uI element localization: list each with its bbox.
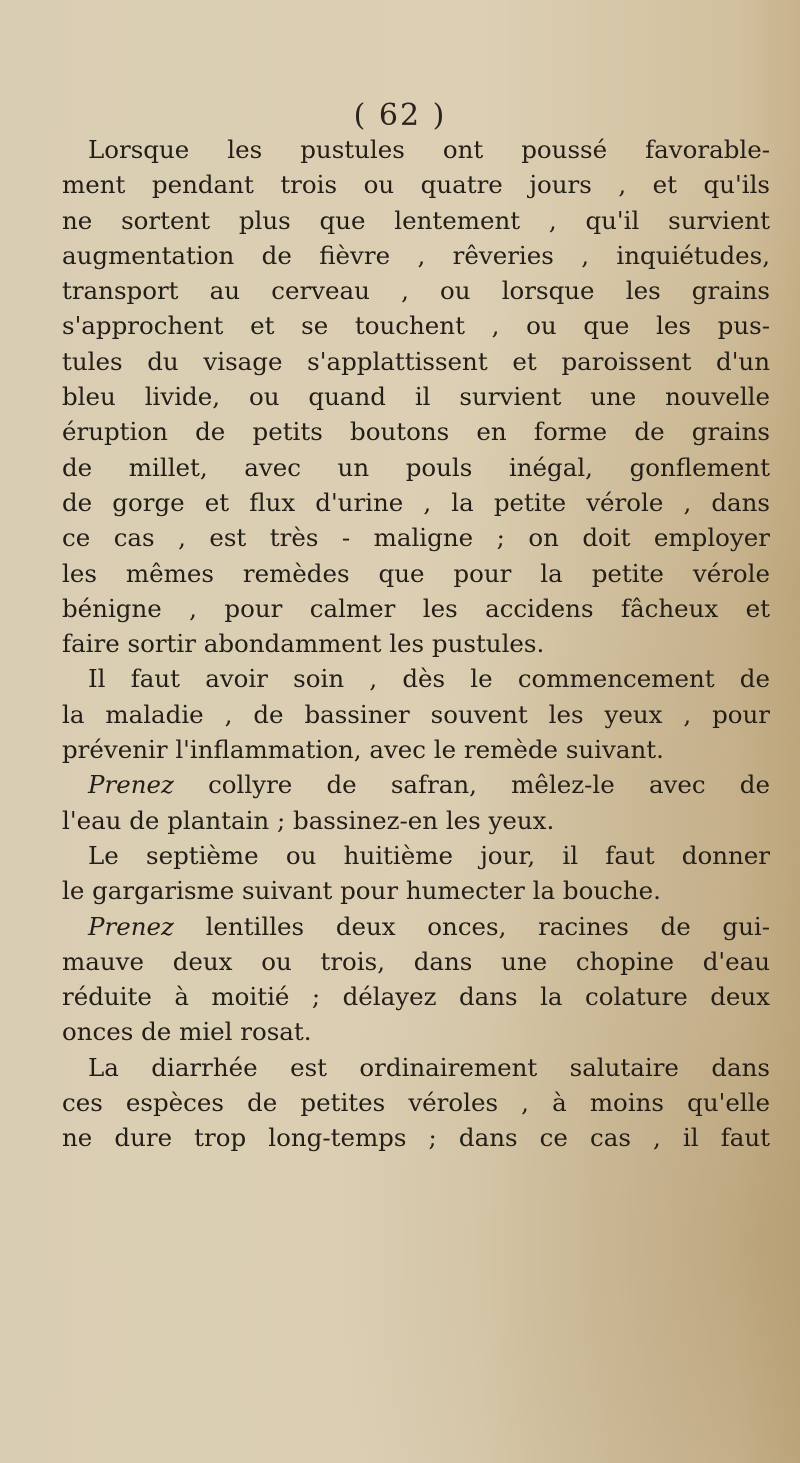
text-line: transport au cerveau , ou lorsque les grains xyxy=(62,276,770,306)
page-text xyxy=(62,132,770,1156)
text-line: les mêmes remèdes que pour la petite vérole xyxy=(62,558,770,588)
text-line: de gorge et flux d'urine , la petite vérole , dans xyxy=(62,487,770,517)
text-line: ne dure trop long-temps ; dans ce cas , il faut xyxy=(62,1123,770,1153)
text-line: ce cas , est très - maligne ; on doit employer xyxy=(62,523,770,553)
paragraph-5-recipe xyxy=(62,909,770,1050)
text-line: La diarrhée est ordinairement salutaire dans xyxy=(88,1052,770,1082)
text-line: tules du visage s'applattissent et paroissent d'un xyxy=(62,346,770,376)
text-line xyxy=(62,909,770,944)
text-line: ne sortent plus que lentement , qu'il survient xyxy=(62,205,770,235)
text-line: l'eau de plantain ; bassinez-en les yeux. xyxy=(62,805,555,835)
paragraph-2 xyxy=(62,661,770,767)
text-line: la maladie , de bassiner souvent les yeux , pour xyxy=(62,699,770,729)
text-line: Il faut avoir soin , dès le commencement de xyxy=(88,664,770,694)
paragraph-4 xyxy=(62,838,770,909)
text-line-rest: lentilles deux onces, racines de gui- xyxy=(173,911,770,941)
text-line-rest: collyre de safran, mêlez-le avec de xyxy=(173,770,770,800)
paragraph-6 xyxy=(62,1050,770,1156)
text-line: bénigne , pour calmer les accidens fâcheux et xyxy=(62,593,770,623)
text-line: de millet, avec un pouls inégal, gonflement xyxy=(62,452,770,482)
text-line: Le septième ou huitième jour, il faut donner xyxy=(88,840,770,870)
text-line: réduite à moitié ; délayez dans la colature deux xyxy=(62,982,770,1012)
text-line: bleu livide, ou quand il survient une nouvelle xyxy=(62,382,770,412)
text-line: faire sortir abondamment les pustules. xyxy=(62,629,545,659)
text-line: ment pendant trois ou quatre jours , et qu'ils xyxy=(62,170,770,200)
text-line: Lorsque les pustules ont poussé favorable- xyxy=(88,135,770,164)
recipe-prenez: Prenez xyxy=(88,770,174,800)
text-line: augmentation de fièvre , rêveries , inquiétudes, xyxy=(62,240,770,270)
text-line: le gargarisme suivant pour humecter la bouche. xyxy=(62,876,661,906)
text-line: prévenir l'inflammation, avec le remède suivant. xyxy=(62,735,664,765)
text-line: mauve deux ou trois, dans une chopine d'eau xyxy=(62,946,770,976)
page-number: ( 62 ) xyxy=(353,98,447,133)
paragraph-3-recipe xyxy=(62,767,770,838)
text-line: onces de miel rosat. xyxy=(62,1017,312,1047)
text-line: s'approchent et se touchent , ou que les pus- xyxy=(62,311,770,341)
text-line: ces espèces de petites véroles , à moins qu'elle xyxy=(62,1088,770,1118)
text-line: éruption de petits boutons en forme de grains xyxy=(62,417,770,447)
paragraph-1 xyxy=(62,132,770,661)
recipe-prenez: Prenez xyxy=(88,911,174,941)
text-line xyxy=(62,767,770,802)
